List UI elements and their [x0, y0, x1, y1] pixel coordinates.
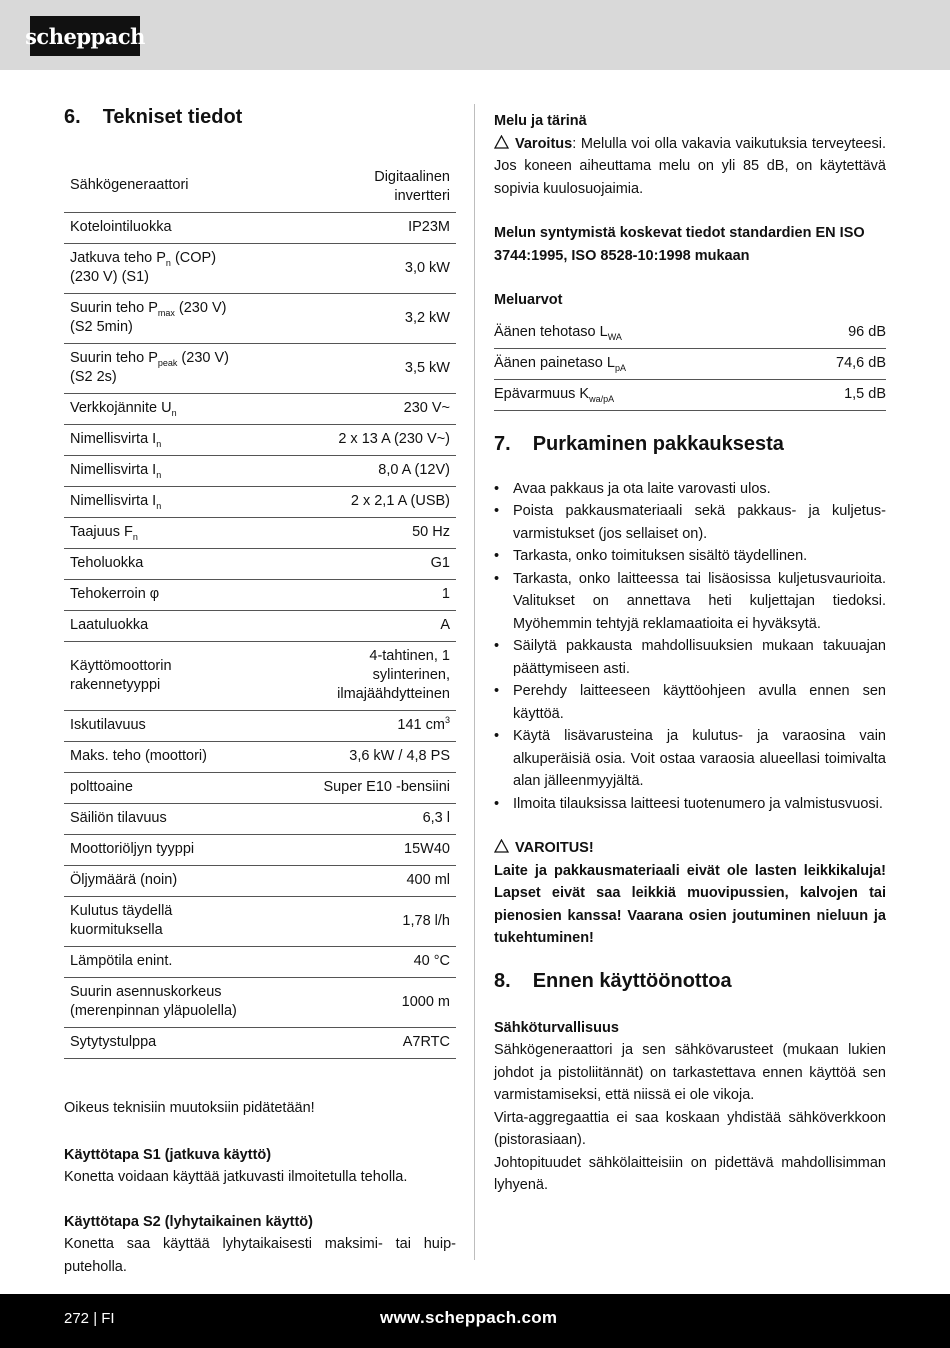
list-item: • Ilmoita tilauksissa laitteesi tuotenumero ja valmistusvuosi. [494, 793, 886, 816]
noise-warning-label: Varoitus [515, 135, 573, 152]
noise-warning [494, 133, 886, 201]
spec-row [64, 642, 456, 711]
spec-value-text: 230 V~ [403, 400, 450, 416]
spec-value [285, 866, 456, 897]
spec-label [64, 518, 285, 549]
noise-value: 74,6 dB [778, 348, 886, 379]
spec-label-text: Moottoriöljyn tyyppi [70, 841, 195, 857]
spec-row [64, 549, 456, 580]
spec-value-text: 1 [441, 586, 450, 602]
spec-label-text: Sähkögeneraattori [70, 176, 189, 193]
noise-row [494, 348, 886, 379]
spec-value-text: 3,0 kW [404, 259, 450, 276]
spec-value [285, 213, 456, 244]
noise-warning-text: : Melulla voi olla vakavia vaikutuksia terveyteesi. Jos koneen aiheuttama melu on yli 85 dB, on käytettävä sopivia kuulosuojaimia. [494, 135, 886, 197]
page-number: 272 | FI [64, 1310, 115, 1327]
section-title: Purkaminen pakkauksesta [532, 432, 784, 455]
spec-row [64, 897, 456, 947]
s1-text: Konetta voidaan käyttää jatkuvasti ilmoitetulla teholla. [64, 1169, 408, 1185]
spec-value [285, 344, 456, 394]
electrical-safety-p3: Johtopituudet sähkölaitteisiin on pidettävä mahdollisimman lyhyenä. [494, 1154, 886, 1193]
spec-row [64, 487, 456, 518]
spec-label-text: Jatkuva teho P [70, 250, 166, 266]
unpack-list [494, 478, 886, 816]
spec-value-text: 6,3 l [422, 810, 450, 826]
spec-row [64, 773, 456, 804]
spec-row [64, 835, 456, 866]
spec-value-text: 3,6 kW / 4,8 PS [349, 748, 450, 764]
spec-value [285, 244, 456, 294]
spec-row [64, 804, 456, 835]
spec-label-subscript: peak [157, 358, 178, 368]
list-item: • Tarkasta, onko laitteessa tai lisäosissa kuljetusvaurioita. Valitukset on annettava heti kuljettajan tiedoksi. Myöhemmin tehtyjä reklamaatioita ei hyväksytä. [494, 568, 886, 636]
spec-value-text: A [440, 617, 450, 633]
spec-row [64, 344, 456, 394]
s2-title: Käyttötapa S2 (lyhytaikainen käyttö) [64, 1213, 313, 1230]
spec-value [285, 897, 456, 947]
spec-label-subscript: n [156, 501, 162, 511]
noise-label [494, 318, 778, 349]
footer-bar [0, 1294, 950, 1348]
header-bar [0, 0, 950, 70]
spec-value [285, 711, 456, 742]
noise-label-text: Äänen painetaso L [494, 354, 615, 371]
spec-label [64, 487, 285, 518]
section-title: Tekniset tiedot [102, 106, 243, 128]
spec-row [64, 163, 456, 213]
section-number: 7. [494, 432, 511, 455]
section-title: Ennen käyttöönottoa [532, 969, 732, 992]
spec-value [285, 549, 456, 580]
spec-value [285, 580, 456, 611]
noise-value: 96 dB [778, 318, 886, 349]
spec-label-text: (230 V) (S2 2s) [70, 350, 229, 385]
spec-label [64, 394, 285, 425]
noise-value: 1,5 dB [778, 379, 886, 410]
warning-title-text: VAROITUS! [515, 840, 594, 856]
spec-value-text: 141 cm [397, 717, 445, 733]
spec-label [64, 978, 285, 1028]
spec-label [64, 897, 285, 947]
list-item: • Perehdy laitteeseen käyttöohjeen avulla ennen sen käyttöä. [494, 680, 886, 725]
spec-label-subscript: n [171, 408, 177, 418]
spec-label-text: Lämpötila enint. [70, 953, 173, 969]
section-number: 6. [64, 106, 81, 128]
spec-value [285, 611, 456, 642]
spec-label [64, 244, 285, 294]
spec-value-text: 3,5 kW [404, 359, 450, 376]
spec-value [285, 163, 456, 213]
spec-value-text: 2 x 2,1 A (USB) [350, 493, 450, 509]
brand-logo: scheppach [30, 16, 140, 56]
unpack-warning-title [494, 837, 886, 860]
spec-value-text: 400 ml [406, 872, 450, 888]
spec-row [64, 978, 456, 1028]
spec-value-text: 15W40 [404, 841, 450, 857]
warning-triangle-icon [494, 839, 509, 853]
spec-label [64, 773, 285, 804]
spec-label-text: Laatuluokka [70, 617, 149, 633]
spec-label [64, 711, 285, 742]
right-column [494, 110, 886, 1197]
spec-row [64, 742, 456, 773]
list-item: • Tarkasta, onko toimituksen sisältö täydellinen. [494, 545, 886, 568]
spec-label-text: Nimellisvirta I [70, 431, 157, 447]
noise-label-text: Äänen tehotaso L [494, 323, 608, 340]
spec-label-text: Nimellisvirta I [70, 493, 157, 509]
spec-label-text: (COP) (230 V) (S1) [70, 250, 217, 285]
spec-row [64, 394, 456, 425]
section-heading-unpack [494, 433, 886, 456]
spec-value [285, 394, 456, 425]
spec-label [64, 456, 285, 487]
noise-label-text: Epävarmuus K [494, 385, 590, 402]
spec-row [64, 213, 456, 244]
spec-label-text: Taajuus F [70, 524, 133, 540]
spec-value-superscript: 3 [444, 715, 450, 725]
spec-label [64, 611, 285, 642]
spec-label [64, 580, 285, 611]
spec-label-text: Suurin teho P [70, 350, 158, 366]
spec-row [64, 580, 456, 611]
spec-label [64, 742, 285, 773]
spec-value [285, 487, 456, 518]
warning-triangle-icon [494, 135, 509, 149]
section-number: 8. [494, 969, 511, 992]
noise-label-subscript: pA [614, 362, 626, 373]
noise-label-subscript: WA [607, 331, 622, 342]
spec-value [285, 978, 456, 1028]
spec-value [285, 518, 456, 549]
tech-note: Oikeus teknisiin muutoksiin pidätetään! [64, 1100, 315, 1116]
spec-label [64, 866, 285, 897]
noise-title: Melu ja tärinä [494, 113, 587, 129]
spec-label-text: Kotelointiluokka [70, 219, 172, 235]
spec-value [285, 835, 456, 866]
unpack-warning-text: Laite ja pakkausmateriaali eivät ole lasten leikkikaluja! Lapset eivät saa leikkiä muovipussien, kalvojen tai pienosien kanssa! Vaarana osien joutuminen nieluun ja tukehtuminen! [494, 862, 886, 946]
section-heading-tech [64, 106, 456, 129]
spec-label-text: Verkkojännite U [70, 400, 172, 416]
spec-label-subscript: n [156, 470, 162, 480]
spec-row [64, 456, 456, 487]
spec-label-subscript: n [156, 439, 162, 449]
list-item: • Poista pakkausmateriaali sekä pakkaus- ja kuljetusvarmistukset (jos sellaiset on). [494, 500, 886, 545]
noise-label-subscript: wa/pA [589, 393, 615, 404]
spec-label-text: polttoaine [70, 779, 133, 795]
spec-label-text: Iskutilavuus [70, 717, 146, 733]
spec-value-text: 4-tahtinen, 1 sylinterinen, ilmajäähdytteinen [337, 648, 450, 702]
spec-value [285, 642, 456, 711]
list-item: • Käytä lisävarusteina ja kulutus- ja varaosina vain alkuperäisiä osia. Voit ostaa varaosia alueellasi toimivalta alan jälleenmyyjältä. [494, 725, 886, 793]
spec-row [64, 244, 456, 294]
spec-label [64, 804, 285, 835]
spec-row [64, 866, 456, 897]
section-heading-before [494, 970, 886, 993]
noise-label [494, 348, 778, 379]
spec-label-text: Kulutus täydellä kuormituksella [70, 903, 173, 938]
spec-label-text: Teholuokka [70, 555, 144, 571]
s1-title: Käyttötapa S1 (jatkuva käyttö) [64, 1146, 272, 1163]
spec-label-text: Käyttömoottorin rakennetyyppi [70, 657, 172, 693]
spec-value-text: 40 °C [413, 953, 450, 969]
spec-label [64, 1028, 285, 1059]
spec-label-text: Suurin asennuskorkeus (merenpinnan yläpuolella) [70, 984, 237, 1019]
spec-label [64, 163, 285, 213]
spec-label [64, 344, 285, 394]
spec-value [285, 425, 456, 456]
spec-label [64, 294, 285, 344]
spec-row [64, 611, 456, 642]
noise-values-title: Meluarvot [494, 292, 563, 308]
spec-table [64, 163, 456, 1059]
spec-label-subscript: n [165, 258, 171, 268]
electrical-safety-p2: Virta-aggregaattia ei saa koskaan yhdistää sähköverkkoon (pistorasiaan). [494, 1109, 886, 1148]
spec-label-text: Sytytystulppa [70, 1034, 157, 1050]
spec-value [285, 947, 456, 978]
spec-value-text: Super E10 -bensiini [323, 779, 450, 795]
spec-row [64, 294, 456, 344]
spec-value-text: IP23M [408, 219, 450, 235]
spec-label [64, 835, 285, 866]
spec-value-text: G1 [430, 555, 450, 571]
noise-label [494, 379, 778, 410]
spec-value [285, 456, 456, 487]
spec-value [285, 1028, 456, 1059]
spec-row [64, 947, 456, 978]
column-divider [474, 104, 475, 1260]
spec-value-text: 1,78 l/h [402, 912, 450, 929]
noise-row [494, 318, 886, 349]
spec-value [285, 742, 456, 773]
spec-label-subscript: n [132, 532, 138, 542]
spec-label-text: (230 V) (S2 5min) [70, 300, 227, 335]
spec-label [64, 947, 285, 978]
spec-row [64, 711, 456, 742]
spec-label [64, 213, 285, 244]
s2-text: Konetta saa käyttää lyhytaikaisesti maksimi- tai huipputeholla. [64, 1236, 456, 1275]
website-link[interactable]: www.scheppach.com [380, 1308, 558, 1327]
spec-value-text: 1000 m [401, 993, 450, 1010]
spec-label [64, 642, 285, 711]
spec-value-text: 2 x 13 A (230 V~) [338, 431, 450, 447]
noise-standard: Melun syntymistä koskevat tiedot standardien EN ISO 3744:1995, ISO 8528-10:1998 mukaan [494, 225, 865, 264]
spec-label-text: Maks. teho (moottori) [70, 748, 207, 764]
spec-row [64, 518, 456, 549]
spec-label-text: Öljymäärä (noin) [70, 872, 178, 888]
spec-value [285, 804, 456, 835]
spec-value-text: Digitaalinen invertteri [374, 169, 450, 204]
spec-label [64, 425, 285, 456]
spec-label-text: Säiliön tilavuus [70, 810, 167, 826]
electrical-safety-p1: Sähkögeneraattori ja sen sähkövarusteet (mukaan lukien johdot ja pistoliitännät) on tarkastettava ennen käyttöä sen varmistamiseksi, että niissä ei ole vikoja. [494, 1042, 886, 1103]
spec-label [64, 549, 285, 580]
spec-label-text: Suurin teho P [70, 300, 158, 316]
noise-row [494, 379, 886, 410]
spec-row [64, 1028, 456, 1059]
electrical-safety-title: Sähköturvallisuus [494, 1019, 619, 1036]
spec-value [285, 294, 456, 344]
spec-value-text: A7RTC [402, 1034, 450, 1050]
noise-table [494, 318, 886, 411]
spec-label-subscript: max [157, 308, 175, 318]
spec-value [285, 773, 456, 804]
spec-row [64, 425, 456, 456]
spec-value-text: 8,0 A (12V) [378, 462, 450, 478]
spec-label-text: Nimellisvirta I [70, 462, 157, 478]
spec-value-text: 50 Hz [412, 524, 450, 540]
list-item: • Säilytä pakkausta mahdollisuuksien mukaan takuuajan päättymiseen asti. [494, 635, 886, 680]
spec-label-text: Tehokerroin φ [70, 586, 160, 602]
spec-value-text: 3,2 kW [404, 309, 450, 326]
left-column [64, 106, 456, 1278]
list-item: • Avaa pakkaus ja ota laite varovasti ulos. [494, 478, 886, 501]
